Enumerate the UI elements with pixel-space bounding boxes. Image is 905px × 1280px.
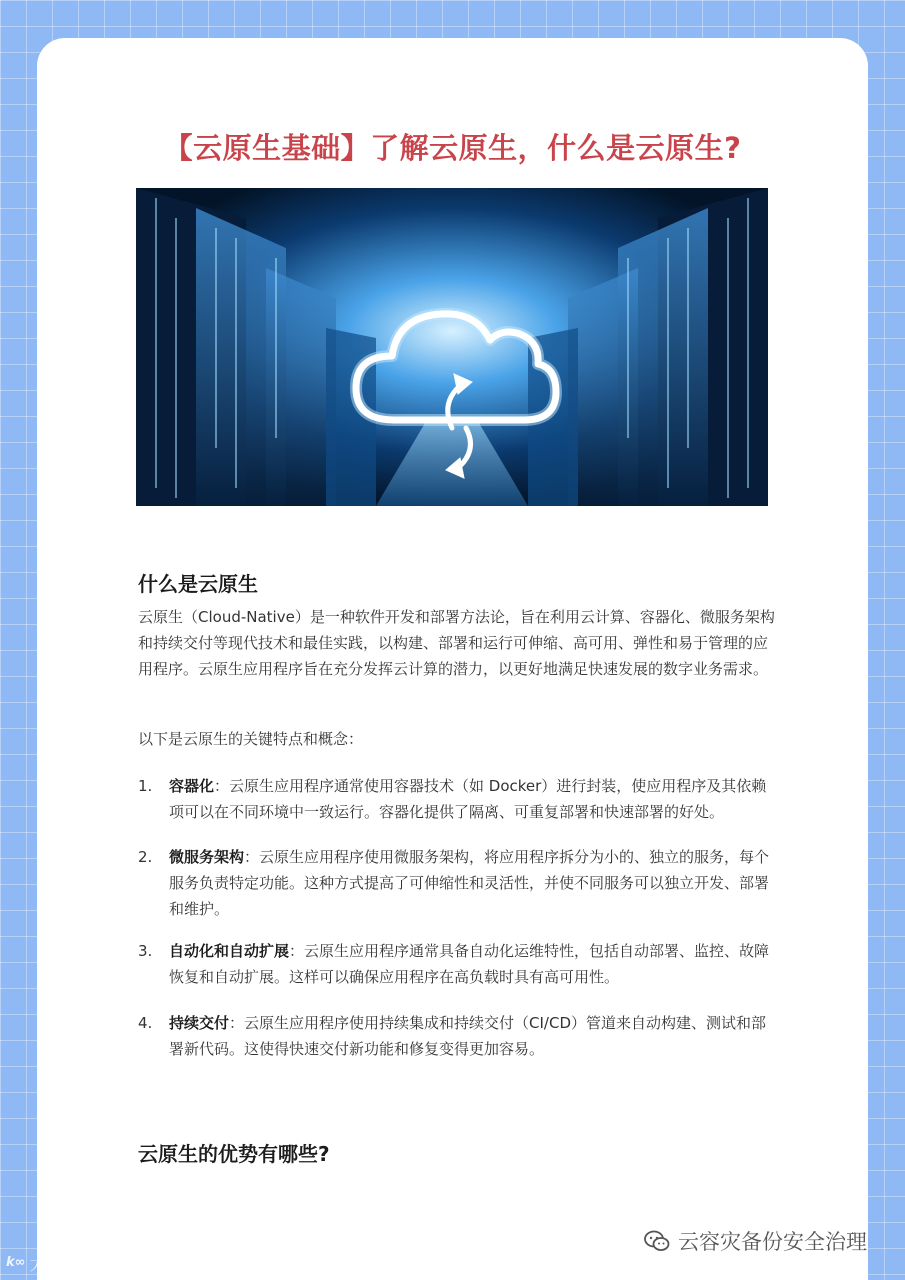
cloud-sync-illustration [136,188,768,506]
list-item: 1. 容器化：云原生应用程序通常使用容器技术（如 Docker）进行封装，使应用程序及其依赖项可以在不同环境中一致运行。容器化提供了隔离、可重复部署和快速部署的好处。 [138,777,767,821]
brand-logo: k∞ [6,1255,26,1270]
watermark-left-text: 大数跨境 [29,1255,98,1275]
article-title: 【云原生基础】了解云原生，什么是云原生? [163,131,742,165]
wechat-icon [644,1230,670,1252]
list-item: 2. 微服务架构：云原生应用程序使用微服务架构，将应用程序拆分为小的、独立的服务，每个服务负责特定功能。这种方式提高了可伸缩性和灵活性，并使不同服务可以独立开发、部署和维护。 [138,848,770,918]
watermark-right-text: 云容灾备份安全治理 [678,1230,867,1254]
intro-paragraph: 云原生（Cloud-Native）是一种软件开发和部署方法论，旨在利用云计算、容器化、微服务架构和持续交付等现代技术和最佳实践，以构建、部署和运行可伸缩、高可用、弹性和易于管理的应用程序。云原生应用程序旨在充分发挥云计算的潜力，以更好地满足快速发展的数字业务需求。 [138,608,775,678]
list-item: 3. 自动化和自动扩展：云原生应用程序通常具备自动化运维特性，包括自动部署、监控、故障恢复和自动扩展。这样可以确保应用程序在高负载时具有高可用性。 [138,942,770,986]
watermark-right [644,1226,867,1256]
article-card [37,38,868,1280]
section-heading-advantages: 云原生的优势有哪些? [138,1142,330,1166]
section-heading-what-is: 什么是云原生 [138,572,258,596]
list-item: 4. 持续交付：云原生应用程序使用持续集成和持续交付（CI/CD）管道来自动构建、测试和部署新代码。这使得快速交付新功能和修复变得更加容易。 [138,1014,766,1058]
lead-paragraph: 以下是云原生的关键特点和概念： [138,730,364,748]
hero-image [136,188,768,506]
watermark-left [6,1250,97,1275]
